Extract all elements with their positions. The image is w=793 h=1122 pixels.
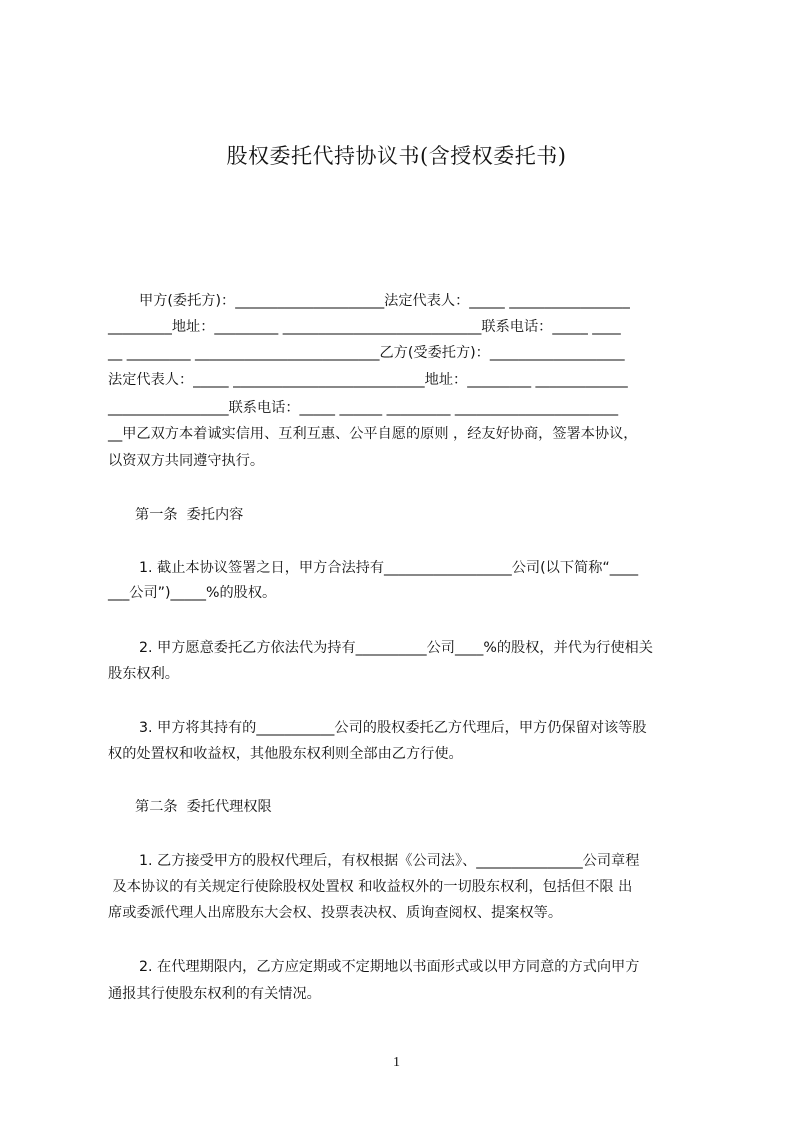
- paragraph-line: 3. 甲方将其持有的___________公司的股权委托乙方代理后，甲方仍保留对该等股: [139, 720, 647, 736]
- paragraph-line: __ _________ __________________________乙方(受委托方)：___________________: [108, 345, 625, 361]
- page-number: 1: [393, 1055, 400, 1070]
- paragraph-line: __甲乙双方本着诚实信用、互利互惠、公平自愿的原则 ，经友好协商，签署本协议，: [108, 426, 638, 442]
- paragraph-line: 通报其行使股东权利的有关情况。: [108, 986, 321, 1002]
- paragraph-line: 股东权利。: [108, 666, 179, 682]
- paragraph-line: 权的处置权和收益权，其他股东权利则全部由乙方行使。: [108, 746, 463, 762]
- section-heading: 第一条 委托内容: [135, 507, 244, 523]
- paragraph-line: 1. 截止本协议签署之日，甲方合法持有__________________公司(以下简称“____: [139, 560, 639, 576]
- paragraph-line: 1. 乙方接受甲方的股权代理后，有权根据《公司法》、_______________公司章程: [139, 853, 640, 869]
- paragraph-line: 甲方(委托方)：_____________________法定代表人：_____ _________________: [139, 293, 630, 309]
- paragraph-line: 法定代表人：_____ ___________________________地址：_________ _____________: [108, 372, 628, 388]
- paragraph-line: _________地址：_________ ____________________________联系电话：_____ ____: [108, 319, 621, 335]
- paragraph-line: 以资双方共同遵守执行。: [108, 453, 265, 469]
- paragraph-line: 席或委派代理人出席股东大会权、投票表决权、质询查阅权、提案权等。: [108, 905, 563, 921]
- paragraph-line: 及本协议的有关规定行使除股权处置权 和收益权外的一切股东权利，包括但不限 出: [108, 879, 633, 895]
- paragraph-line: 2. 甲方愿意委托乙方依法代为持有__________公司____%的股权，并代为行使相关: [139, 640, 653, 656]
- paragraph-line: _________________联系电话：_____ ______ _________ _______________________: [108, 400, 619, 416]
- paragraph-line: ___公司”)_____%的股权。: [108, 585, 277, 601]
- section-heading: 第二条 委托代理权限: [135, 799, 272, 815]
- paragraph-line: 2. 在代理期限内，乙方应定期或不定期地以书面形式或以甲方同意的方式向甲方: [139, 959, 640, 975]
- document-title: 股权委托代持协议书(含授权委托书): [226, 144, 567, 168]
